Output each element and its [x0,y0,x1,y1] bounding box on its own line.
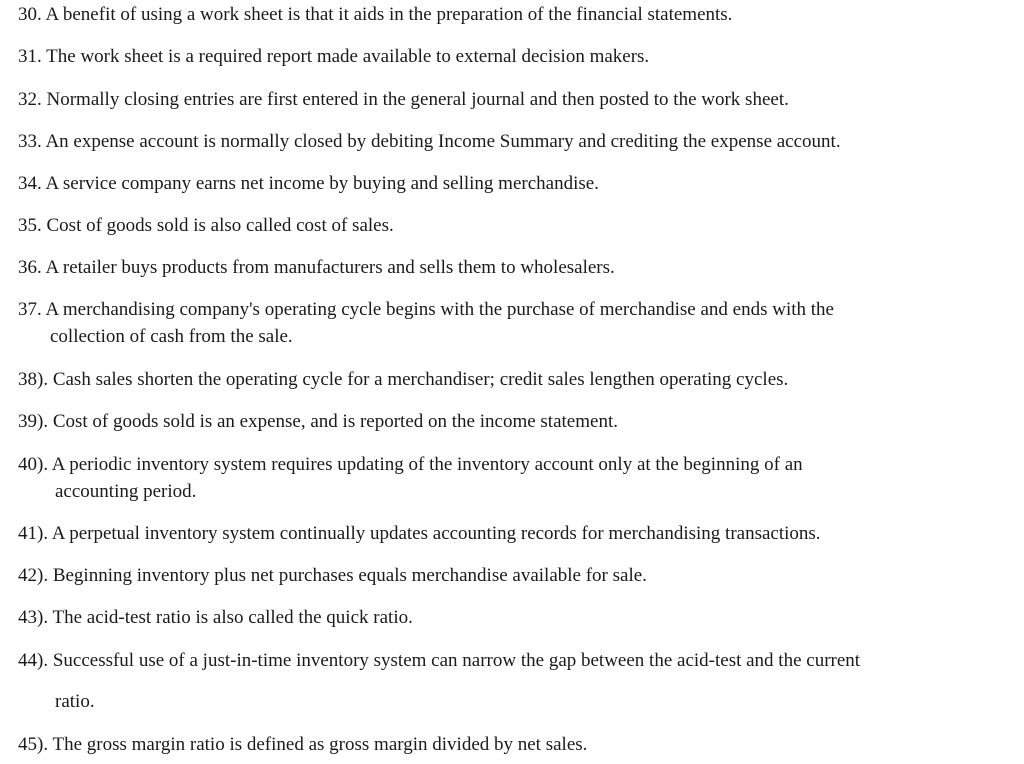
question-number: 38). [18,369,49,390]
question-number: 33. [18,131,42,152]
question-text-continued: collection of cash from the sale. [50,325,293,347]
question-36 [18,255,1018,282]
question-text: An expense account is normally closed by debiting Income Summary and crediting the expense account. [45,131,841,152]
question-text: The work sheet is a required report made available to external decision makers. [46,46,650,67]
question-number: 32. [18,89,42,110]
question-37 [18,297,1018,350]
question-text: A perpetual inventory system continually updates accounting records for merchandising transactions. [51,523,821,544]
question-text: Cost of goods sold is also called cost of sales. [46,215,394,236]
question-number: 35. [18,215,42,236]
question-number: 45). [18,734,49,755]
question-text: A service company earns net income by buying and selling merchandise. [45,173,599,194]
question-38 [18,367,1018,394]
question-40 [18,452,1018,505]
question-text: Successful use of a just-in-time inventory system can narrow the gap between the acid-test and the current [52,650,861,671]
question-text: Normally closing entries are first entered in the general journal and then posted to the work sheet. [46,89,789,110]
question-number: 37. [18,299,42,320]
question-number: 44). [18,650,49,671]
question-number: 39). [18,411,49,432]
question-43 [18,605,1018,632]
question-number: 41). [18,523,49,544]
question-text: A merchandising company's operating cycle begins with the purchase of merchandise and ends with the [45,299,834,320]
question-text-continued: accounting period. [55,480,197,502]
question-number: 36. [18,257,42,278]
question-31 [18,44,1018,71]
question-30 [18,2,1018,29]
question-42 [18,563,1018,590]
question-text: Cost of goods sold is an expense, and is reported on the income statement. [52,411,618,432]
question-text: Cash sales shorten the operating cycle for a merchandiser; credit sales lengthen operating cycles. [52,369,789,390]
question-number: 30. [18,4,42,25]
question-number: 34. [18,173,42,194]
question-44 [18,648,1018,715]
question-text: The gross margin ratio is defined as gross margin divided by net sales. [52,734,588,755]
question-number: 43). [18,607,49,628]
question-34 [18,171,1018,198]
question-number: 40). [18,454,49,475]
question-41 [18,521,1018,548]
question-number: 31. [18,46,42,67]
question-39 [18,409,1018,436]
question-35 [18,213,1018,240]
question-text-continued: ratio. [55,690,95,712]
question-32 [18,87,1018,114]
question-number: 42). [18,565,49,586]
question-text: Beginning inventory plus net purchases equals merchandise available for sale. [52,565,647,586]
question-text: A retailer buys products from manufacturers and sells them to wholesalers. [45,257,615,278]
question-text: A benefit of using a work sheet is that it aids in the preparation of the financial statements. [45,4,733,25]
question-33 [18,129,1018,156]
question-text: The acid-test ratio is also called the quick ratio. [52,607,413,628]
question-text: A periodic inventory system requires updating of the inventory account only at the beginning of an [51,454,803,475]
question-45 [18,732,1018,759]
